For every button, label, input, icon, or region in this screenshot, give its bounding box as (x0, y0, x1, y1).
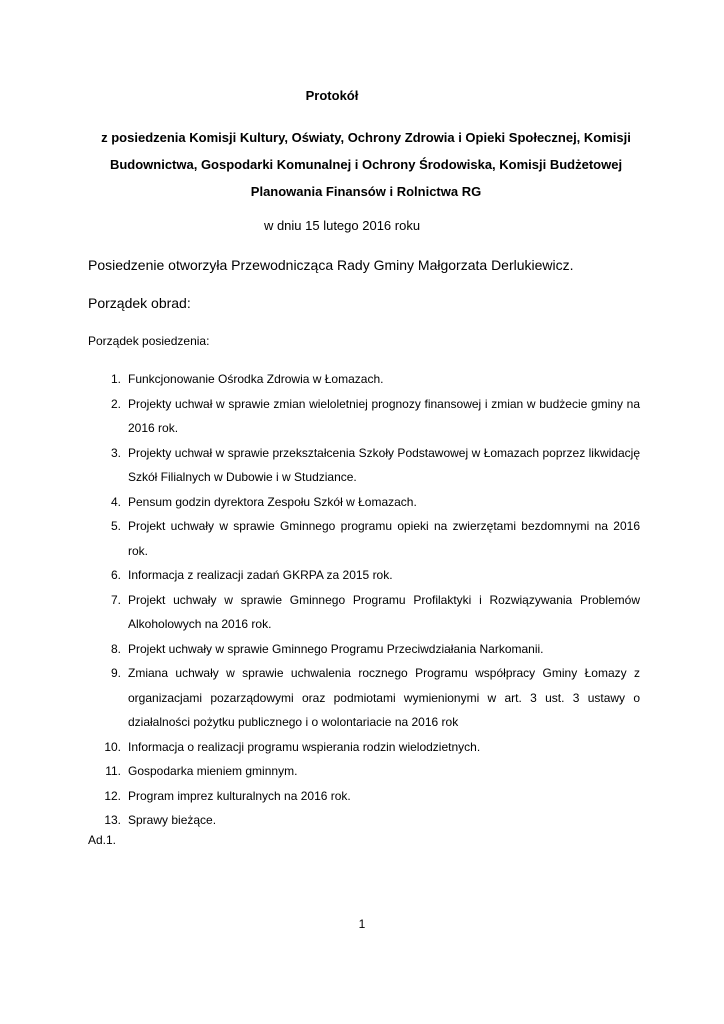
agenda-item-text: Projekt uchwały w sprawie Gminnego Programu Profilaktyki i Rozwiązywania Problemów Alkoholowych na 2016 rok. (128, 592, 640, 631)
agenda-item-number: 9. (110, 666, 121, 680)
agenda-item (88, 759, 640, 784)
agenda-item-number: 1. (110, 372, 121, 386)
section-marker: Ad.1. (88, 833, 117, 847)
agenda-item-number: 10. (104, 739, 121, 754)
agenda-item (88, 367, 640, 392)
agenda-item-number: 3. (110, 445, 121, 460)
agenda-item-number: 11. (105, 764, 121, 778)
agenda-item-text: Pensum godzin dyrektora Zespołu Szkół w Łomazach. (128, 494, 417, 509)
agenda-item-number: 2. (110, 396, 121, 411)
agenda-subheading: Porządek posiedzenia: (88, 334, 210, 348)
agenda-item (88, 735, 640, 760)
agenda-item-number: 8. (110, 641, 121, 656)
agenda-item-text: Informacja o realizacji programu wspierania rodzin wielodzietnych. (128, 739, 481, 754)
agenda-heading: Porządek obrad: (88, 295, 191, 311)
agenda-item (88, 637, 640, 662)
agenda-list (88, 367, 640, 833)
agenda-item-text: Funkcjonowanie Ośrodka Zdrowia w Łomazach. (128, 372, 384, 386)
agenda-item (88, 514, 640, 563)
agenda-item-text: Informacja z realizacji zadań GKRPA za 2015 rok. (128, 568, 393, 582)
agenda-item-number: 6. (110, 568, 121, 582)
agenda-item-number: 4. (110, 494, 121, 509)
agenda-item-text: Sprawy bieżące. (128, 813, 217, 827)
agenda-item-text: Projekty uchwał w sprawie przekształcenia Szkoły Podstawowej w Łomazach poprzez likwidację Szkół Filialnych w Dubowie i w Studziance. (128, 445, 640, 484)
agenda-item-text: Zmiana uchwały w sprawie uchwalenia rocznego Programu współpracy Gminy Łomazy z organizacjami pozarządowymi oraz podmiotami wymienionymi w art. 3 ust. 3 ustawy o działalności pożytku publicznego i o wolontariacie na 2016 rok (128, 666, 640, 729)
agenda-item-number: 5. (110, 519, 121, 533)
opening-paragraph: Posiedzenie otworzyła Przewodnicząca Rady Gminy Małgorzata Derlukiewicz. (88, 257, 574, 273)
agenda-item-text: Projekty uchwał w sprawie zmian wieloletniej prognozy finansowej i zmian w budżecie gminy na 2016 rok. (128, 396, 640, 435)
agenda-item (88, 490, 640, 515)
meeting-date: w dniu 15 lutego 2016 roku (263, 218, 421, 233)
agenda-item (88, 392, 640, 441)
agenda-item-text: Projekt uchwały w sprawie Gminnego Programu Przeciwdziałania Narkomanii. (128, 641, 544, 656)
agenda-item (88, 784, 640, 809)
agenda-item (88, 808, 640, 833)
document-subtitle: z posiedzenia Komisji Kultury, Oświaty, Ochrony Zdrowia i Opieki Społecznej, Komisji Budownictwa, Gospodarki Komunalnej i Ochrony Środowiska, Komisji Budżetowej Planowania Finansów i Rolnictwa RG (101, 130, 631, 199)
agenda-item-text: Gospodarka mieniem gminnym. (128, 764, 298, 778)
agenda-item-text: Program imprez kulturalnych na 2016 rok. (128, 788, 351, 803)
agenda-item (88, 661, 640, 735)
agenda-item (88, 563, 640, 588)
agenda-item (88, 441, 640, 490)
agenda-item-text: Projekt uchwały w sprawie Gminnego programu opieki na zwierzętami bezdomnymi na 2016 rok. (128, 519, 640, 558)
document-title: Protokół (305, 88, 359, 103)
agenda-item-number: 7. (110, 592, 121, 607)
agenda-item-number: 12. (104, 788, 121, 803)
page-number: 1 (358, 917, 366, 931)
agenda-item-number: 13. (104, 813, 121, 827)
agenda-item (88, 588, 640, 637)
